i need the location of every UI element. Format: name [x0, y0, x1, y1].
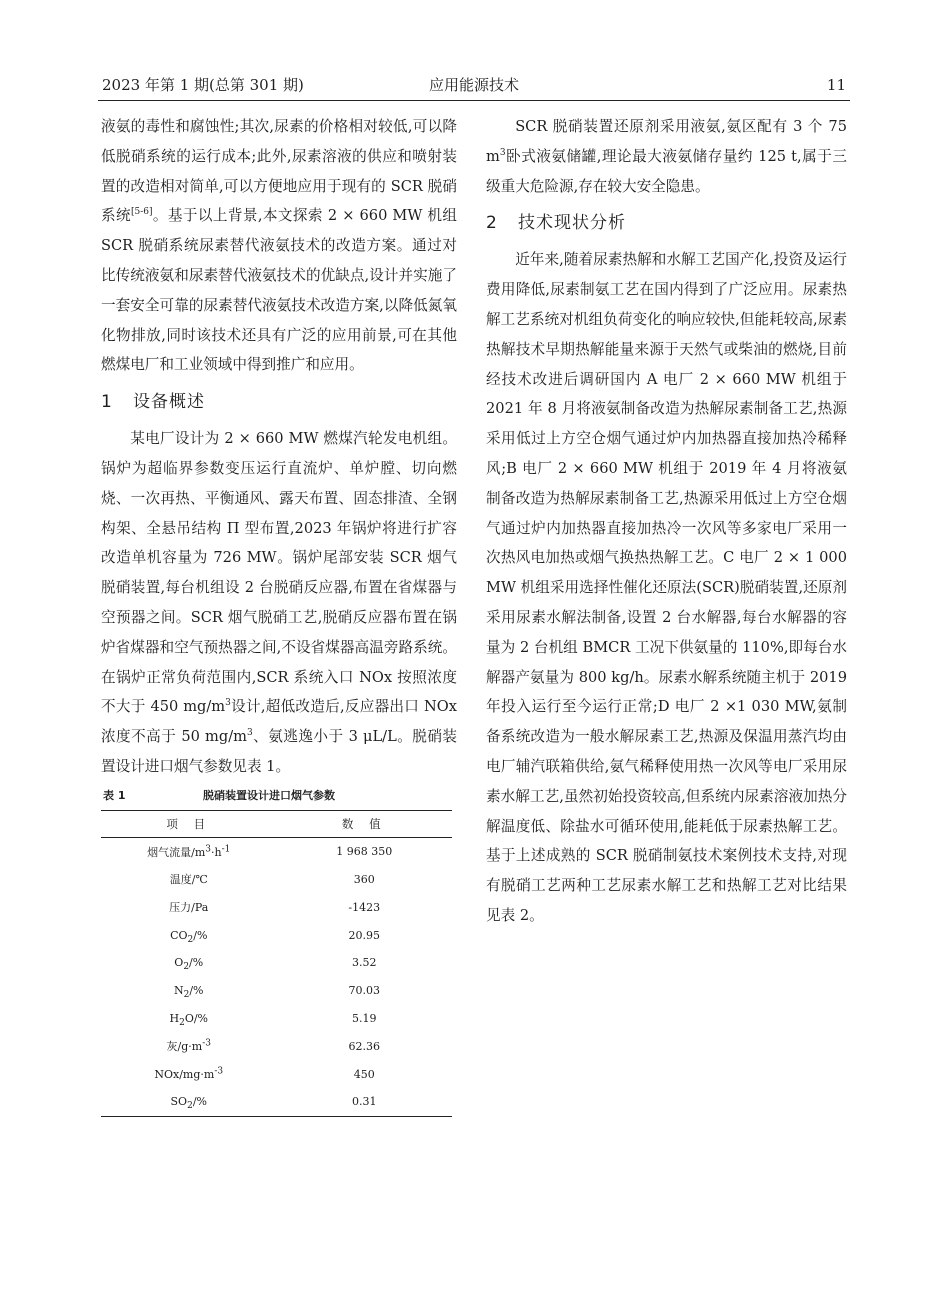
- table-row: $N_2/\%$ 70.03: [173, 984, 380, 1001]
- left-column: [101, 112, 457, 1117]
- section-heading-2: 2 技术现状分析: [486, 213, 626, 234]
- table-row: 温度/℃ 360: [169, 872, 375, 887]
- paragraph-technology-status: 近年来,随着尿素热解和水解工艺国产化,投资及运行费用降低,尿素制氨工艺在国内得到了广泛应用。尿素热解工艺系统对机组负荷变化的响应较快,但能耗较高,尿素热解技术早期热解能量来源于天然气或柴油的燃烧,目前经技术改进后调研国内 A 电厂 2 × 660 MW 机组于 2021 年 8 月将液氨制备改造为热解尿素制备工艺,热源采用低过上方空仓烟气通过炉内加热器直接加热冷稀释风;B 电厂 2 × 660 MW 机组于 2019 年 4 月将液氨制备改造为热解尿素制备工艺,热源采用低过上方空仓烟气通过炉内加热器直接加热冷一次风等多家电厂采用一次热风电加热或烟气换热热解工艺。C 电厂 2 × 1 000 MW 机组采用选择性催化还原法(SCR)脱硝装置,还原剂采用尿素水解法制备,设置 2 台水解器,每台水解器的容量为 2 台机组 BMCR 工况下供氨量的 110%,即每台水解器产氨量为 800 kg/h。尿素水解系统随主机于 2019 年投入运行至今运行正常;D 电厂 2 ×1 030 MW,氨制备系统改造为一般水解尿素工艺,热源及保温用蒸汽均由电厂辅汽联箱供给,氨气稀释使用热一次风等电厂采用尿素水解工艺,虽然初始投资较高,但系统内尿素溶液加热分解温度低、除盐水可循环使用,能耗低于尿素热解工艺。基于上述成熟的 SCR 脱硝制氨技术案例技术支持,对现有脱硝工艺两种工艺尿素水解工艺和热解工艺对比结果见表 2。: [486, 251, 847, 924]
- column-header-item: 项 目: [101, 810, 277, 837]
- table-label: 表 1: [103, 788, 126, 802]
- table-row: $O_2/\%$ 3.52: [174, 956, 377, 973]
- paragraph-intro-continued: 液氨的毒性和腐蚀性;其次,尿素的价格相对较低,可以降低脱硝系统的运行成本;此外,尿素溶液的供应和喷射装置的改造相对简单,可以方便地应用于现有的 SCR 脱硝系统[5-6]。基于以上背景,本文探索 2 × 660 MW 机组 SCR 脱硝系统尿素替代液氨技术的改造方案。通过对比传统液氨和尿素替代液氨技术的优缺点,设计并实施了一套安全可靠的尿素替代液氨技术改造方案,以降低氮氧化物排放,同时该技术还具有广泛的应用前景,可在其他燃煤电厂和工业领域中得到推广和应用。: [101, 118, 457, 374]
- table-row: NOx/$mg\cdot m^{-3}$ 450: [154, 1065, 375, 1081]
- table-row: 灰$/g\cdot m^{-3}$ 62.36: [166, 1038, 380, 1054]
- parameter-table: [101, 810, 452, 1117]
- page-number: 11: [826, 76, 846, 94]
- section-heading-1: 1 设备概述: [101, 392, 205, 413]
- table-title: 脱硝装置设计进口烟气参数: [203, 788, 335, 802]
- paragraph-ammonia-storage: SCR 脱硝装置还原剂采用液氨,氨区配有 3 个 75 $m^3$卧式液氨储罐,理论最大液氨储存量约 125 t,属于三级重大危险源,存在较大安全隐患。: [486, 118, 847, 195]
- paragraph-equipment-overview: 某电厂设计为 2 × 660 MW 燃煤汽轮发电机组。锅炉为超临界参数变压运行直流炉、单炉膛、切向燃烧、一次再热、平衡通风、露天布置、固态排渣、全钢构架、全悬吊结构 Π 型布置,2023 年锅炉将进行扩容改造单机容量为 726 MW。锅炉尾部安装 SCR 烟气脱硝装置,每台机组设 2 台脱硝反应器,布置在省煤器与空预器之间。SCR 烟气脱硝工艺,脱硝反应器布置在锅炉省煤器和空气预热器之间,不设省煤器高温旁路系统。在锅炉正常负荷范围内,SCR 系统入口 NOx 按照浓度不大于 450 $mg/m^3$设计,超低改造后,反应器出口 NOx 浓度不高于 50 $mg/m^3$、氨逃逸小于 3 μL/L。脱硝装置设计进口烟气参数见表 1。: [101, 430, 457, 775]
- table-row: 压力/Pa -1423: [169, 900, 381, 915]
- issue-info: 2023 年第 1 期(总第 301 期): [102, 76, 304, 94]
- table-row: $CO_2/\%$ 20.95: [170, 928, 380, 945]
- citation: [5-6]: [131, 207, 153, 218]
- table-row: 烟气流量$/m^3\cdot h^{-1}$ 1 968 350: [147, 843, 393, 859]
- table-row: $SO_2/\%$ 0.31: [101, 1088, 452, 1116]
- table-caption: [101, 782, 457, 810]
- column-header-value: 数 值: [277, 810, 453, 837]
- table-row: $H_2O/\%$ 5.19: [169, 1011, 377, 1029]
- right-column: [486, 112, 847, 931]
- journal-name: 应用能源技术: [428, 76, 519, 94]
- running-header: [98, 70, 850, 101]
